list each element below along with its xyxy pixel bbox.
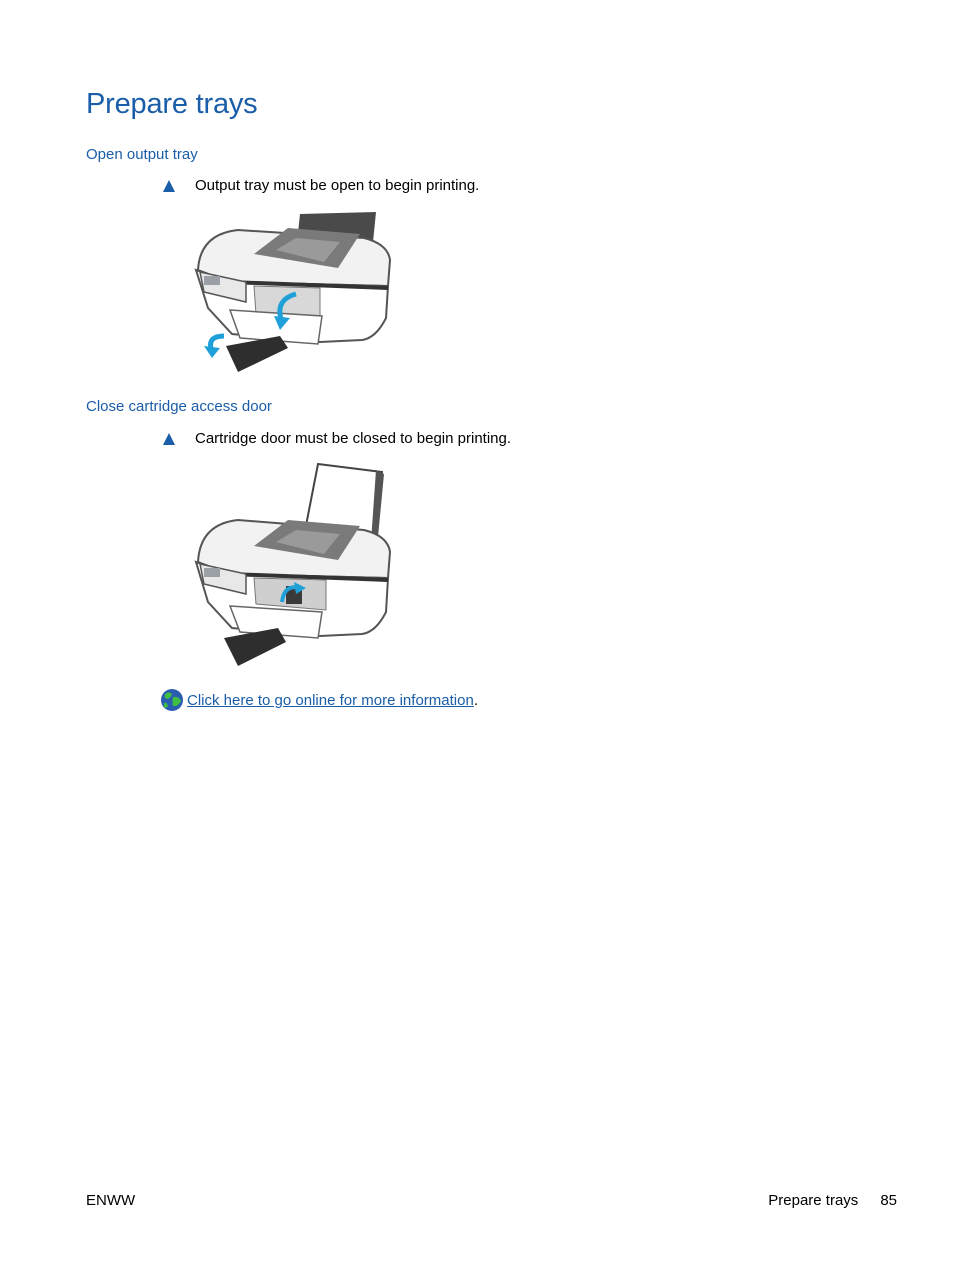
footer-section-title: Prepare trays <box>768 1192 859 1209</box>
bullet-item-output-tray <box>160 177 479 195</box>
bullet-text: Output tray must be open to begin printing. <box>195 177 480 194</box>
online-info-row <box>160 688 478 712</box>
footer-right <box>768 1192 897 1209</box>
printer-cartridge-door-illustration <box>190 462 396 670</box>
footer-page-number: 85 <box>880 1192 897 1209</box>
page-title: Prepare trays <box>86 88 258 120</box>
footer-left-label: ENWW <box>86 1192 136 1209</box>
link-suffix: . <box>473 691 478 709</box>
bullet-item-cartridge-door <box>160 430 511 448</box>
warning-triangle-icon <box>160 430 178 448</box>
printer-open-output-tray-illustration <box>190 208 396 376</box>
section-heading-close-cartridge-door: Close cartridge access door <box>86 398 272 415</box>
globe-icon <box>160 688 184 712</box>
online-info-link[interactable]: Click here to go online for more information <box>187 691 474 709</box>
warning-triangle-icon <box>160 177 178 195</box>
section-heading-open-output-tray: Open output tray <box>86 146 198 163</box>
bullet-text: Cartridge door must be closed to begin printing. <box>195 430 512 447</box>
